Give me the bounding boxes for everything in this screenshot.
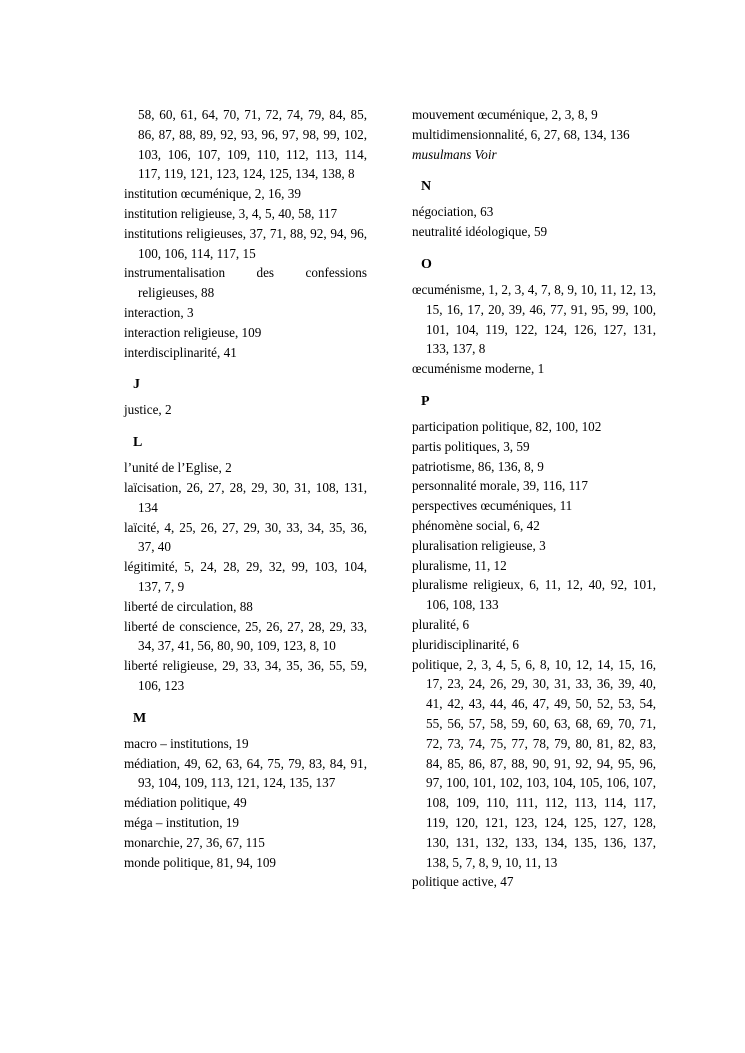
index-entry: mouvement œcuménique, 2, 3, 8, 9 bbox=[412, 107, 598, 122]
index-entry: pluralisation religieuse, 3 bbox=[412, 537, 546, 553]
index-entry: phénomène social, 6, 42 bbox=[412, 517, 540, 533]
index-column-right bbox=[412, 105, 656, 892]
index-entry: méga – institution, 19 bbox=[124, 814, 240, 830]
index-entry: musulmans Voir bbox=[412, 146, 497, 162]
index-entry: politique, 2, 3, 4, 5, 6, 8, 10, 12, 14, 15, 16, 17, 23, 24, 26, 29, 30, 31, 33, 36, 39, 40, 41, 42, 43, 44, 46, 47, 49, 50, 52, 53, 54, 55, 56, 57, 58, 59, 60, 63, 68, 69, 70, 71, 72, 73, 74, 75, 77, 78, 79, 80, 81, 82, 83, 84, 85, 86, 87, 88, 90, 91, 92, 94, 95, 96, 97, 100, 101, 102, 103, 104, 105, 106, 107, 108, 109, 110, 111, 112, 113, 114, 117, 119, 120, 121, 123, 124, 125, 127, 128, 130, 131, 132, 133, 134, 135, 136, 137, 138, 5, 7, 8, 9, 10, 11, 13 bbox=[412, 656, 656, 870]
index-entry: laïcisation, 26, 27, 28, 29, 30, 31, 108, 131, 134 bbox=[124, 479, 367, 515]
index-entry: œcuménisme moderne, 1 bbox=[412, 361, 545, 377]
section-letter-m: M bbox=[133, 710, 147, 726]
section-letter-j: J bbox=[133, 377, 140, 393]
index-entry: liberté de conscience, 25, 26, 27, 28, 29, 33, 34, 37, 41, 56, 80, 90, 109, 123, 8, 10 bbox=[124, 618, 367, 654]
index-entry: politique active, 47 bbox=[412, 874, 514, 890]
index-entry: institutions religieuses, 37, 71, 88, 92, 94, 96, 100, 106, 114, 117, 15 bbox=[124, 225, 367, 261]
index-entry: monde politique, 81, 94, 109 bbox=[124, 854, 277, 870]
index-entry: patriotisme, 86, 136, 8, 9 bbox=[412, 458, 544, 474]
index-entry: multidimensionnalité, 6, 27, 68, 134, 136 bbox=[412, 126, 630, 142]
index-entry: œcuménisme, 1, 2, 3, 4, 7, 8, 9, 10, 11, 12, 13, 15, 16, 17, 20, 39, 46, 77, 91, 95, 99, 100, 101, 104, 119, 122, 124, 126, 127, 131, 133, 137, 8 bbox=[412, 281, 656, 357]
index-entry: neutralité idéologique, 59 bbox=[412, 224, 548, 240]
index-entry: macro – institutions, 19 bbox=[124, 735, 249, 751]
index-column-left bbox=[124, 105, 367, 872]
index-entry: pluridisciplinarité, 6 bbox=[412, 636, 519, 652]
index-entry: interaction, 3 bbox=[124, 304, 194, 320]
index-entry: institution œcuménique, 2, 16, 39 bbox=[124, 186, 301, 202]
index-entry-continuation: 58, 60, 61, 64, 70, 71, 72, 74, 79, 84, 85, 86, 87, 88, 89, 92, 93, 96, 97, 98, 99, 102, 103, 106, 107, 109, 110, 112, 113, 114, 117, 119, 121, 123, 124, 125, 134, 138, 8 bbox=[138, 107, 367, 182]
section-letter-p: P bbox=[421, 393, 430, 409]
index-entry: pluralisme, 11, 12 bbox=[412, 557, 507, 573]
index-entry: laïcité, 4, 25, 26, 27, 29, 30, 33, 34, 35, 36, 37, 40 bbox=[124, 519, 367, 555]
index-entry: justice, 2 bbox=[124, 402, 172, 418]
section-letter-n: N bbox=[421, 179, 432, 195]
index-entry: pluralisme religieux, 6, 11, 12, 40, 92, 101, 106, 108, 133 bbox=[412, 577, 656, 613]
index-entry: perspectives œcuméniques, 11 bbox=[412, 498, 573, 514]
index-entry: l’unité de l’Eglise, 2 bbox=[124, 460, 232, 476]
index-entry: personnalité morale, 39, 116, 117 bbox=[412, 478, 588, 494]
index-entry: légitimité, 5, 24, 28, 29, 32, 99, 103, 104, 137, 7, 9 bbox=[124, 559, 367, 594]
index-entry: participation politique, 82, 100, 102 bbox=[412, 418, 602, 434]
index-entry: institution religieuse, 3, 4, 5, 40, 58, 117 bbox=[124, 205, 338, 221]
index-entry: interaction religieuse, 109 bbox=[124, 324, 262, 340]
index-entry: liberté de circulation, 88 bbox=[124, 598, 253, 614]
index-entry: négociation, 63 bbox=[412, 204, 494, 220]
section-letter-o: O bbox=[421, 256, 432, 272]
index-entry: instrumentalisation des confessions religieuses, 88 bbox=[124, 265, 367, 301]
index-entry: interdisciplinarité, 41 bbox=[124, 344, 237, 360]
index-entry: partis politiques, 3, 59 bbox=[412, 438, 530, 454]
section-letter-l: L bbox=[133, 435, 143, 451]
index-entry: médiation, 49, 62, 63, 64, 75, 79, 83, 84, 91, 93, 104, 109, 113, 121, 124, 135, 137 bbox=[124, 755, 367, 791]
index-entry: liberté religieuse, 29, 33, 34, 35, 36, 55, 59, 106, 123 bbox=[124, 658, 367, 693]
index-entry: médiation politique, 49 bbox=[124, 795, 247, 811]
index-entry: pluralité, 6 bbox=[412, 616, 470, 632]
index-entry: monarchie, 27, 36, 67, 115 bbox=[124, 834, 265, 850]
